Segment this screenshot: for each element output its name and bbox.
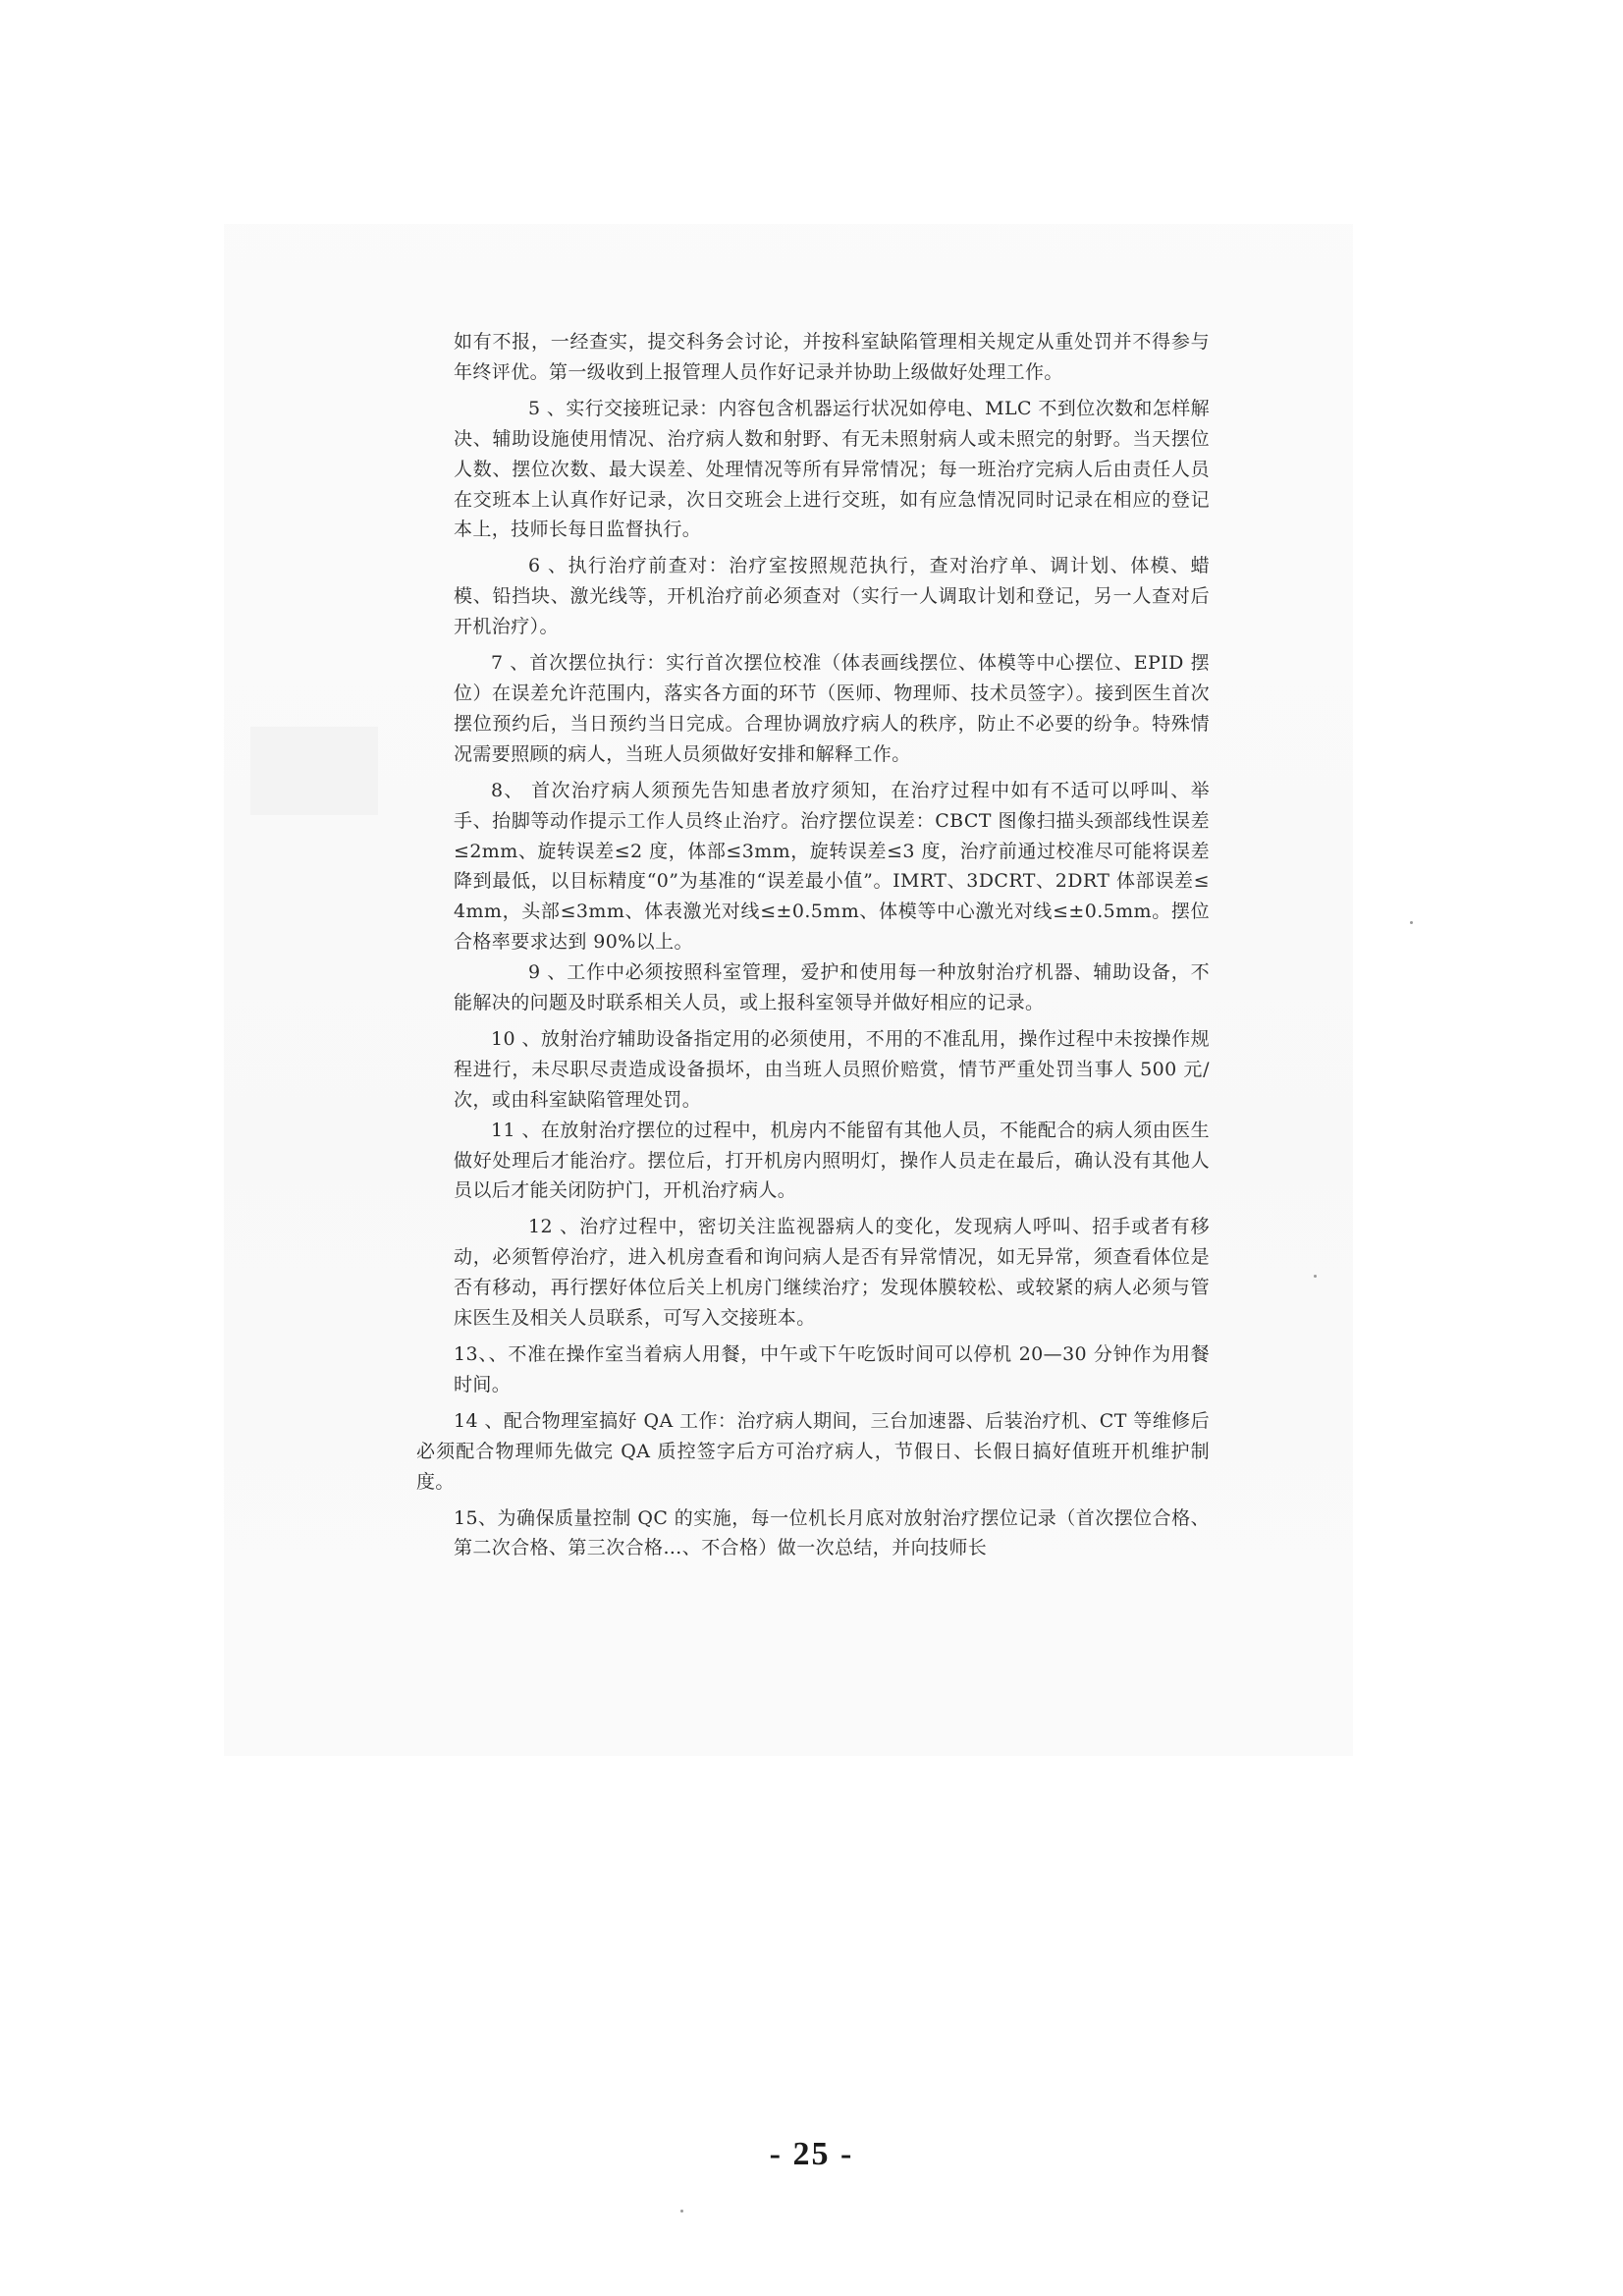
paragraph-item-13: 13、、不准在操作室当着病人用餐，中午或下午吃饭时间可以停机 20—30 分钟作为用餐时间。 bbox=[454, 1343, 1210, 1395]
scan-speck bbox=[680, 2210, 683, 2213]
paragraph-continuation: 如有不报，一经查实，提交科务会讨论，并按科室缺陷管理相关规定从重处罚并不得参与年终评优。第一级收到上报管理人员作好记录并协助上级做好处理工作。 bbox=[454, 331, 1210, 383]
paragraph-item-7: 7 、首次摆位执行：实行首次摆位校准（体表画线摆位、体模等中心摆位、EPID 摆位）在误差允许范围内，落实各方面的环节（医师、物理师、技术员签字）。接到医生首次摆位预约后，当日预约当日完成。合理协调放疗病人的秩序，防止不必要的纷争。特殊情况需要照顾的病人，当班人员须做好安排和解释工作。 bbox=[454, 652, 1210, 765]
paragraph-item-10: 10 、放射治疗辅助设备指定用的必须使用，不用的不准乱用，操作过程中未按操作规程进行，未尽职尽责造成设备损坏，由当班人员照价赔赏，情节严重处罚当事人 500 元/次，或由科室缺陷管理处罚。 bbox=[454, 1027, 1210, 1111]
scan-speck bbox=[1314, 1275, 1317, 1278]
paragraph-item-12: 12 、治疗过程中，密切关注监视器病人的变化，发现病人呼叫、招手或者有移动，必须暂停治疗，进入机房查看和询问病人是否有异常情况，如无异常，须查看体位是否有移动，再行摆好体位后关上机房门继续治疗；发现体膜较松、或较紧的病人必须与管床医生及相关人员联系，可写入交接班本。 bbox=[454, 1216, 1210, 1330]
paragraph-item-15: 15、为确保质量控制 QC 的实施，每一位机长月底对放射治疗摆位记录（首次摆位合格、第二次合格、第三次合格…、不合格）做一次总结，并向技师长 bbox=[454, 1506, 1210, 1559]
paragraph-item-5: 5 、实行交接班记录：内容包含机器运行状况如停电、MLC 不到位次数和怎样解决、辅助设施使用情况、治疗病人数和射野、有无未照射病人或未照完的射野。当天摆位人数、摆位次数、最大误差、处理情况等所有异常情况；每一班治疗完病人后由责任人员在交班本上认真作好记录，次日交班会上进行交班，如有应急情况同时记录在相应的登记本上，技师长每日监督执行。 bbox=[454, 397, 1210, 541]
scan-shading-smudge bbox=[250, 727, 378, 815]
page-number: - 25 - bbox=[769, 2136, 854, 2172]
scan-speck bbox=[1410, 921, 1413, 924]
paragraph-item-8: 8、 首次治疗病人须预先告知患者放疗须知，在治疗过程中如有不适可以呼叫、举手、抬脚等动作提示工作人员终止治疗。治疗摆位误差：CBCT 图像扫描头颈部线性误差≤2mm、旋转误差≤2 度，体部≤3mm，旋转误差≤3 度，治疗前通过校准尽可能将误差降到最低，以目标精度“0”为基准的“误差最小值”。IMRT、3DCRT、2DRT 体部误差≤4mm，头部≤3mm、体表激光对线≤±0.5mm、体模等中心激光对线≤±0.5mm。摆位合格率要求达到 90%以上。 bbox=[454, 779, 1210, 954]
paragraph-item-11: 11 、在放射治疗摆位的过程中，机房内不能留有其他人员，不能配合的病人须由医生做好处理后才能治疗。摆位后，打开机房内照明灯，操作人员走在最后，确认没有其他人员以后才能关闭防护门，开机治疗病人。 bbox=[454, 1119, 1210, 1202]
paragraph-item-14: 14 、配合物理室搞好 QA 工作：治疗病人期间，三台加速器、后装治疗机、CT 等维修后必须配合物理师先做完 QA 质控签字后方可治疗病人，节假日、长假日搞好值班开机维护制度。 bbox=[416, 1409, 1210, 1493]
body-text bbox=[416, 327, 1210, 1563]
paragraph-item-9: 9 、工作中必须按照科室管理，爱护和使用每一种放射治疗机器、辅助设备，不能解决的问题及时联系相关人员，或上报科室领导并做好相应的记录。 bbox=[454, 961, 1210, 1014]
paragraph-item-6: 6 、执行治疗前查对：治疗室按照规范执行，查对治疗单、调计划、体模、蜡模、铅挡块、激光线等，开机治疗前必须查对（实行一人调取计划和登记，另一人查对后开机治疗）。 bbox=[454, 555, 1210, 638]
